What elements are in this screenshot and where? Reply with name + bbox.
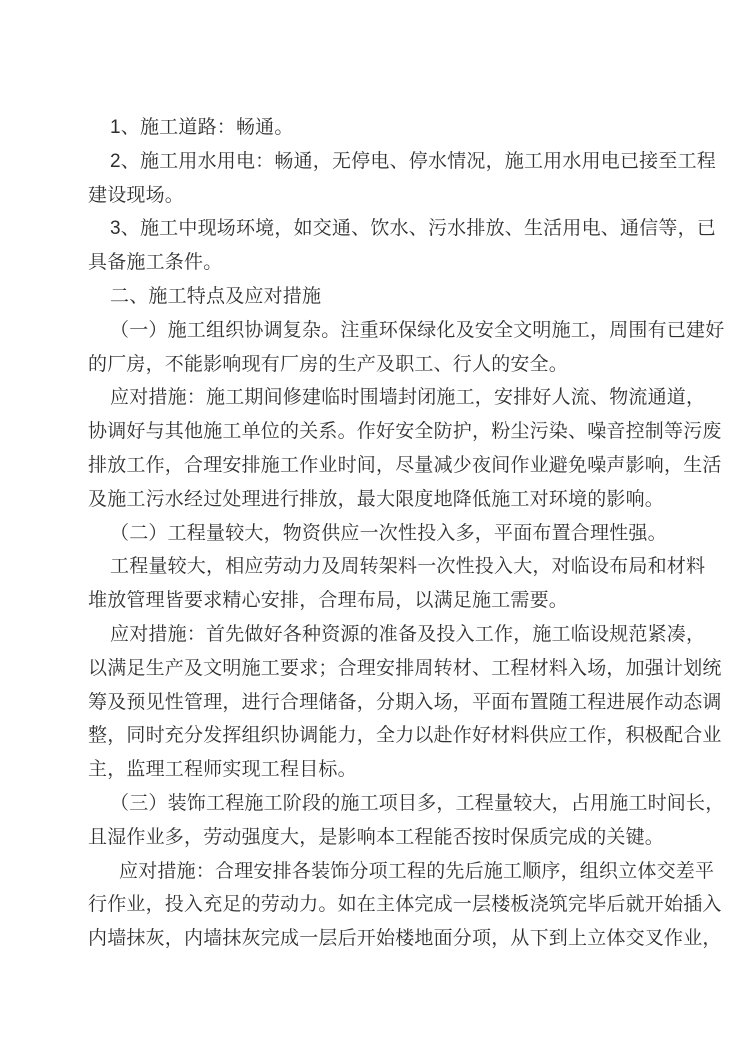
text-line: （一）施工组织协调复杂。注重环保绿化及安全文明施工，周围有已建好 (110, 319, 725, 341)
text-line: 应对措施：施工期间修建临时围墙封闭施工，安排好人流、物流通道， (110, 387, 706, 409)
text-line: 1、施工道路：畅通。 (110, 117, 294, 138)
document-content (88, 111, 725, 956)
text-line: 筹及预见性管理，进行合理储备，分期入场，平面布置随工程进展作动态调 (88, 691, 722, 713)
paragraph (88, 787, 725, 855)
text-line: 排放工作，合理安排施工作业时间，尽量减少夜间作业避免噪声影响，生活 (88, 454, 722, 476)
text-line: 建设现场。 (88, 184, 185, 206)
text-line: 整，同时充分发挥组织协调能力，全力以赴作好材料供应工作，积极配合业 (88, 725, 722, 747)
text-line: 的厂房，不能影响现有厂房的生产及职工、行人的安全。 (88, 353, 569, 375)
text-line: 主，监理工程师实现工程目标。 (88, 759, 357, 781)
paragraph (88, 212, 716, 280)
paragraph (88, 280, 672, 314)
text-line: 2、施工用水用电：畅通，无停电、停水情况，施工用水用电已接至工程 (110, 150, 716, 172)
text-line: 行作业，投入充足的劳动力。如在主体完成一层楼板浇筑完毕后就开始插入 (88, 894, 722, 916)
text-line: 应对措施：合理安排各装饰分项工程的先后施工顺序，组织立体交差平 (119, 860, 715, 882)
paragraph (88, 550, 706, 618)
text-line: （二）工程量较大，物资供应一次性投入多，平面布置合理性强。 (110, 522, 667, 544)
paragraph (88, 618, 722, 787)
paragraph (88, 111, 672, 145)
paragraph (88, 145, 716, 213)
text-line: 以满足生产及文明施工要求；合理安排周转材、工程材料入场，加强计划统 (88, 657, 722, 679)
paragraph (88, 314, 725, 382)
text-line: 二、施工特点及应对措施 (110, 285, 322, 307)
paragraph (88, 381, 722, 516)
text-line: 具备施工条件。 (88, 252, 223, 274)
text-line: 内墙抹灰，内墙抹灰完成一层后开始楼地面分项，从下到上立体交叉作业， (88, 928, 722, 950)
text-line: 且湿作业多，劳动强度大，是影响本工程能否按时保质完成的关键。 (88, 826, 665, 848)
text-line: 及施工污水经过处理进行排放，最大限度地降低施工对环境的影响。 (88, 488, 665, 510)
text-line: 堆放管理皆要求精心安排，合理布局，以满足施工需要。 (88, 590, 569, 612)
text-line: 工程量较大，相应劳动力及周转架料一次性投入大，对临设布局和材料 (110, 556, 706, 578)
text-line: （三）装饰工程施工阶段的施工项目多，工程量较大，占用施工时间长， (110, 792, 725, 814)
text-line: 协调好与其他施工单位的关系。作好安全防护，粉尘污染、噪音控制等污废 (88, 421, 722, 443)
text-line: 3、施工中现场环境，如交通、饮水、污水排放、生活用电、通信等，已 (110, 218, 716, 240)
paragraph (88, 855, 722, 956)
paragraph (88, 517, 672, 551)
text-line: 应对措施：首先做好各种资源的准备及投入工作，施工临设规范紧凑， (110, 623, 706, 645)
